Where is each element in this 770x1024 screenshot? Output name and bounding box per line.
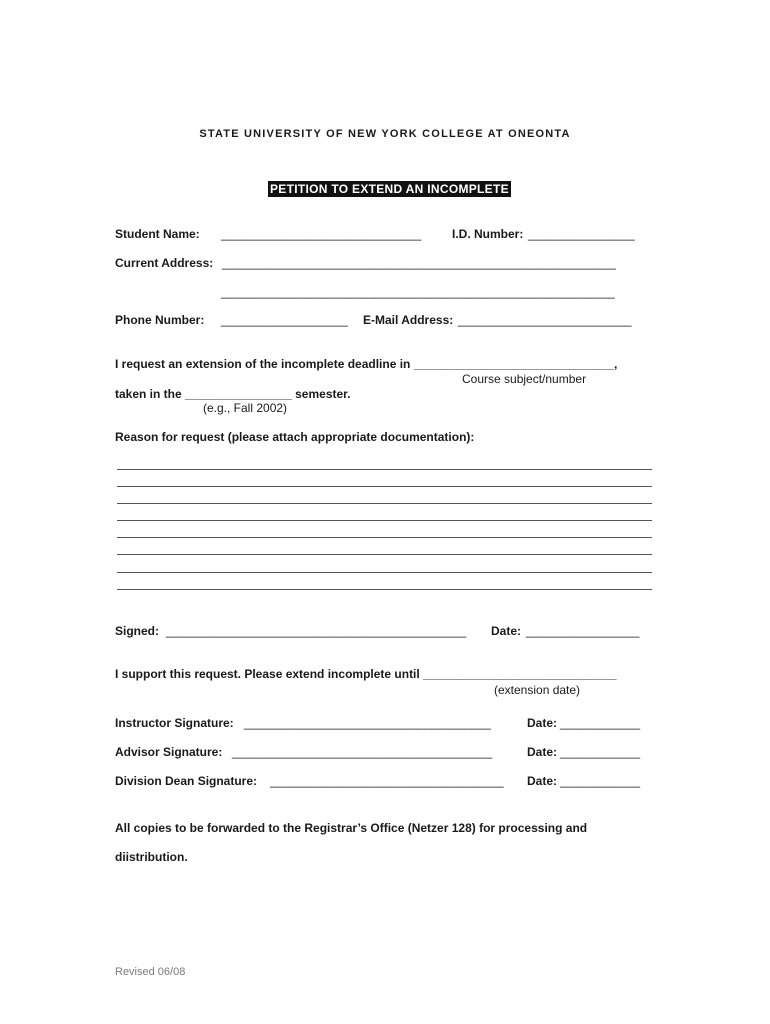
current-address-label: Current Address: bbox=[115, 256, 214, 270]
advisor-date-label: Date: bbox=[527, 745, 558, 759]
instructor-signature-label: Instructor Signature: bbox=[115, 716, 234, 730]
phone-number-label: Phone Number: bbox=[115, 313, 205, 327]
reason-line-8[interactable] bbox=[117, 589, 652, 590]
id-number-label: I.D. Number: bbox=[452, 227, 524, 241]
signed-field[interactable]: _____________________________________________ bbox=[166, 624, 467, 638]
id-number-field[interactable]: ________________ bbox=[528, 227, 635, 241]
student-name-label: Student Name: bbox=[115, 227, 200, 241]
form-title-wrap bbox=[0, 162, 770, 198]
signed-date-label: Date: bbox=[491, 624, 522, 638]
course-hint: Course subject/number bbox=[462, 372, 587, 386]
advisor-signature-label: Advisor Signature: bbox=[115, 745, 223, 759]
request-line[interactable]: I request an extension of the incomplete deadline in ______________________________, bbox=[115, 357, 618, 371]
student-name-field[interactable]: ______________________________ bbox=[221, 227, 422, 241]
current-address-field-2[interactable]: ___________________________________________________________ bbox=[221, 285, 615, 299]
advisor-signature-field[interactable]: _______________________________________ bbox=[232, 745, 493, 759]
email-address-field[interactable]: __________________________ bbox=[458, 313, 632, 327]
form-title: PETITION TO EXTEND AN INCOMPLETE bbox=[269, 182, 509, 196]
forwarding-note-line-2: diistribution. bbox=[115, 850, 188, 864]
reason-line-2[interactable] bbox=[117, 486, 652, 487]
instructor-date-label: Date: bbox=[527, 716, 558, 730]
dean-date-field[interactable]: ____________ bbox=[560, 774, 641, 788]
instructor-date-field[interactable]: ____________ bbox=[560, 716, 641, 730]
dean-date-label: Date: bbox=[527, 774, 558, 788]
current-address-field-1[interactable]: ___________________________________________________________ bbox=[222, 256, 616, 270]
signed-date-field[interactable]: _________________ bbox=[526, 624, 640, 638]
reason-line-7[interactable] bbox=[117, 572, 652, 573]
forwarding-note-line-1: All copies to be forwarded to the Registrar’s Office (Netzer 128) for processing and bbox=[115, 821, 588, 835]
reason-line-3[interactable] bbox=[117, 503, 652, 504]
revision-date: Revised 06/08 bbox=[115, 966, 186, 978]
reason-line-6[interactable] bbox=[117, 554, 652, 555]
semester-hint: (e.g., Fall 2002) bbox=[203, 401, 288, 415]
signed-label: Signed: bbox=[115, 624, 159, 638]
reason-line-4[interactable] bbox=[117, 520, 652, 521]
reason-line-1[interactable] bbox=[117, 469, 652, 470]
email-address-label: E-Mail Address: bbox=[363, 313, 454, 327]
dean-signature-field[interactable]: ___________________________________ bbox=[270, 774, 504, 788]
support-line[interactable]: I support this request. Please extend incomplete until _____________________________ bbox=[115, 667, 617, 681]
advisor-date-field[interactable]: ____________ bbox=[560, 745, 641, 759]
semester-line[interactable]: taken in the ________________ semester. bbox=[115, 387, 351, 401]
institution-heading: STATE UNIVERSITY OF NEW YORK COLLEGE AT ONEONTA bbox=[199, 128, 571, 140]
reason-label: Reason for request (please attach appropriate documentation): bbox=[115, 430, 475, 444]
extension-date-hint: (extension date) bbox=[494, 683, 581, 697]
reason-line-5[interactable] bbox=[117, 537, 652, 538]
instructor-signature-field[interactable]: _____________________________________ bbox=[244, 716, 491, 730]
dean-signature-label: Division Dean Signature: bbox=[115, 774, 258, 788]
phone-number-field[interactable]: ___________________ bbox=[221, 313, 348, 327]
